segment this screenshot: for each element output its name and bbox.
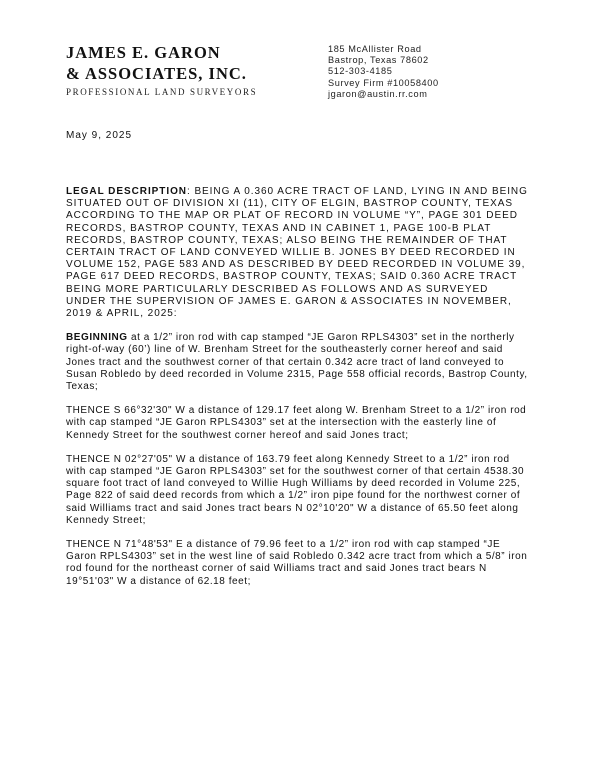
firm-tagline: PROFESSIONAL LAND SURVEYORS bbox=[66, 87, 258, 97]
document-body bbox=[66, 186, 530, 600]
contact-email: jgaron@austin.rr.com bbox=[328, 88, 428, 99]
legal-description-paragraph bbox=[66, 186, 530, 320]
contact-firm-number: Survey Firm #10058400 bbox=[328, 77, 439, 88]
legal-description-text: : BEING A 0.360 ACRE TRACT OF LAND, LYING IN AND BEING SITUATED OUT OF DIVISION XI (11), CITY OF ELGIN, BASTROP COUNTY, TEXAS ACCORDING TO THE MAP OR PLAT OF RECORD IN VOLUME “Y”, PAGE 301 DEED RECORDS, BASTROP COUNTY, TEXAS AND IN CABINET 1, PAGE 100-B PLAT RECORDS, BASTROP COUNTY, TEXAS; ALSO BEING THE REMAINDER OF THAT CERTAIN TRACT OF LAND CONVEYED WILLIE B. JONES BY DEED RECORDED IN VOLUME 152, PAGE 583 AND AS DESCRIBED BY DEED RECORDED IN VOLUME 39, PAGE 617 DEED RECORDS, BASTROP COUNTY, TEXAS; SAID 0.360 ACRE TRACT BEING MORE PARTICULARLY DESCRIBED AS FOLLOWS AND AS SURVEYED UNDER THE SUPERVISION OF JAMES E. GARON & ASSOCIATES IN NOVEMBER, 2019 & APRIL, 2025: bbox=[66, 186, 528, 320]
legal-description-heading: LEGAL DESCRIPTION bbox=[66, 186, 187, 197]
firm-name-line2: & ASSOCIATES, INC. bbox=[66, 64, 247, 83]
thence-call-3: THENCE N 71°48'53" E a distance of 79.96 feet to a 1/2” iron rod with cap stamped “JE Garon RPLS4303” set in the west line of said Robledo 0.342 acre tract from which a 5/8” iron rod found for the northeast corner of said Williams tract and said Jones tract bears N 19°51'03" W a distance of 62.18 feet; bbox=[66, 539, 528, 587]
firm-letterhead bbox=[66, 42, 257, 97]
contact-phone: 512-303-4185 bbox=[328, 66, 393, 77]
contact-city: Bastrop, Texas 78602 bbox=[328, 55, 429, 66]
contact-address: 185 McAllister Road bbox=[328, 44, 422, 54]
thence-call-2: THENCE N 02°27'05" W a distance of 163.79 feet along Kennedy Street to a 1/2” iron rod with cap stamped “JE Garon RPLS4303” set for the southwest corner of that certain 4538.30 square foot tract of land conveyed to Willie Hugh Williams by deed recorded in Volume 225, Page 822 of said deed records from which a 1/2” iron pipe found for the northwest corner of said Williams tract and said Jones tract bears N 02°10'20" W a distance of 65.50 feet along Kennedy Street; bbox=[66, 453, 525, 526]
contact-block bbox=[328, 44, 439, 100]
firm-name-line1: JAMES E. GARON bbox=[66, 43, 221, 62]
beginning-paragraph bbox=[66, 332, 530, 393]
document-date: May 9, 2025 bbox=[66, 130, 133, 141]
beginning-text: at a 1/2” iron rod with cap stamped “JE Garon RPLS4303” set in the northerly right-of-way (60’) line of W. Brenham Street for the southeasterly corner hereof and said Jones tract and the southwest corner of that certain 0.342 acre tract of land conveyed to Susan Robledo by deed recorded in Volume 2315, Page 558 official records, Bastrop County, Texas; bbox=[66, 332, 528, 393]
beginning-heading: BEGINNING bbox=[66, 332, 128, 344]
thence-call-1: THENCE S 66°32'30" W a distance of 129.17 feet along W. Brenham Street to a 1/2” iron rod with cap stamped “JE Garon RPLS4303” set at the intersection with the easterly line of Kennedy Street for the southwest corner hereof and said Jones tract; bbox=[66, 405, 527, 441]
